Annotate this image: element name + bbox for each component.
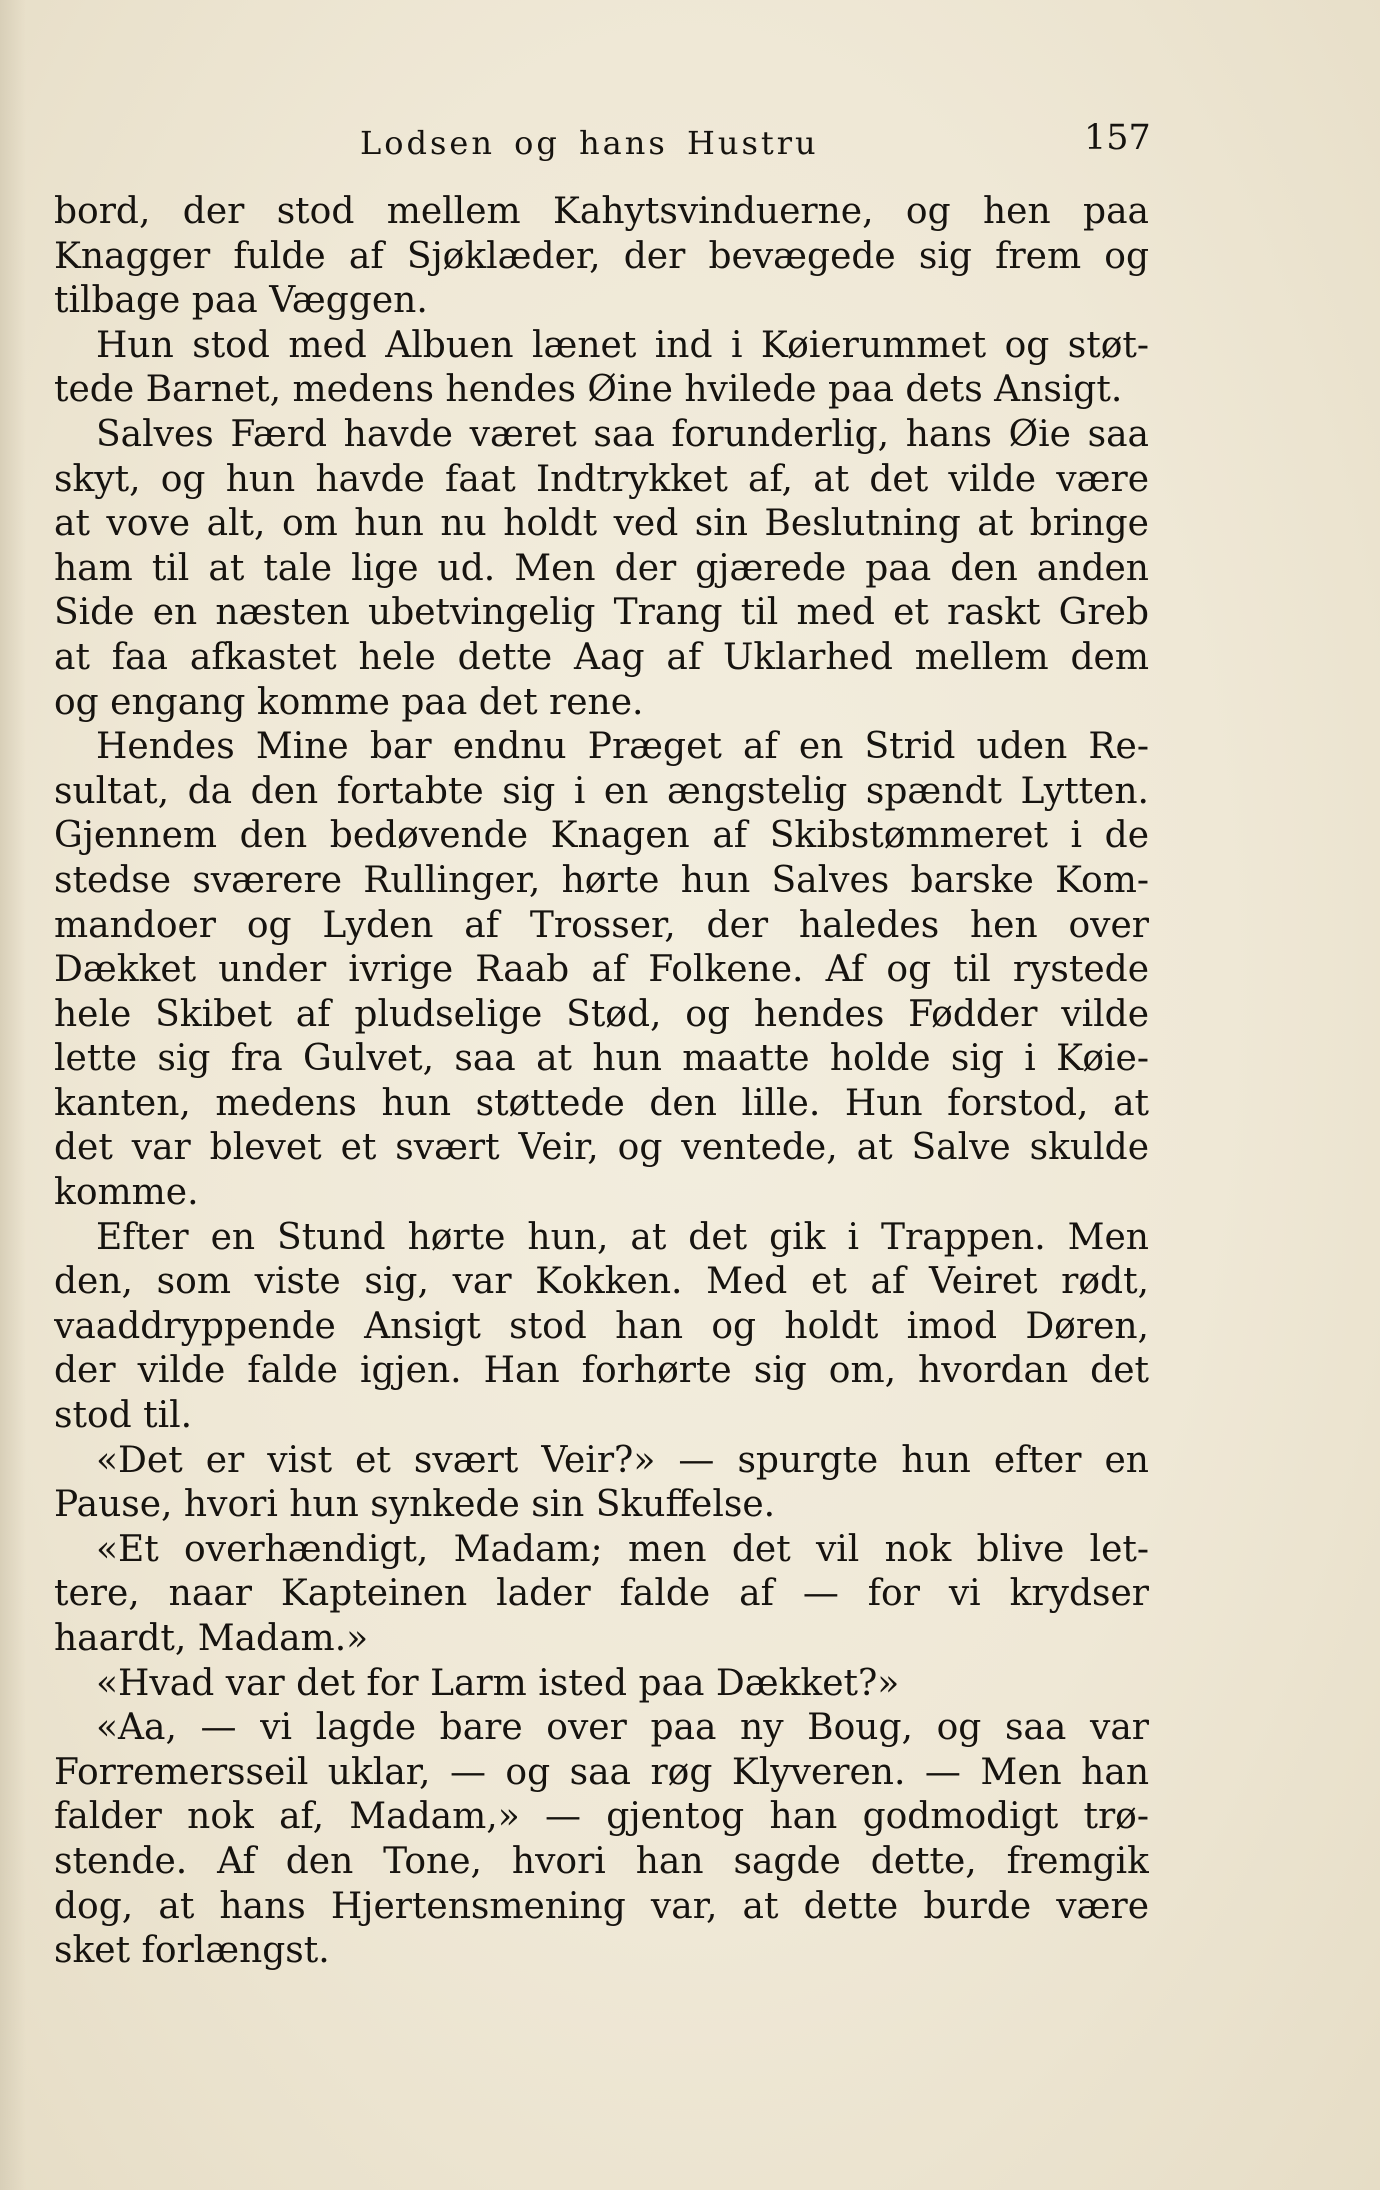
text-line: «Hvad var det for Larm isted paa Dækket?» [96, 1662, 900, 1704]
text-line: sket forlængst. [54, 1930, 330, 1972]
text-line: Hun stod med Albuen lænet ind i Køierummet og støt- [96, 324, 1149, 366]
text-line: mandoer og Lyden af Trosser, der haledes hen over [54, 904, 1149, 946]
text-line: tede Barnet, medens hendes Øine hvilede paa dets Ansigt. [54, 369, 1123, 411]
text-line: det var blevet et svært Veir, og ventede, at Salve skulde [54, 1127, 1149, 1169]
text-line: «Et overhændigt, Madam; men det vil nok blive let- [96, 1528, 1149, 1570]
text-line: Forremersseil uklar, — og saa røg Klyveren. — Men han [54, 1751, 1149, 1793]
text-line: sultat, da den fortabte sig i en ængstelig spændt Lytten. [54, 770, 1149, 812]
text-line: Side en næsten ubetvingelig Trang til med et raskt Greb [54, 592, 1149, 634]
text-line: der vilde falde igjen. Han forhørte sig om, hvordan det [54, 1350, 1149, 1392]
text-line: «Aa, — vi lagde bare over paa ny Boug, og saa var [96, 1707, 1149, 1749]
text-line: Pause, hvori hun synkede sin Skuffelse. [54, 1484, 776, 1526]
text-line: komme. [54, 1172, 199, 1214]
text-line: Salves Færd havde været saa forunderlig, hans Øie saa [96, 413, 1149, 455]
text-line: og engang komme paa det rene. [54, 681, 644, 723]
text-line: at vove alt, om hun nu holdt ved sin Beslutning at bringe [54, 503, 1149, 545]
text-line: den, som viste sig, var Kokken. Med et af Veiret rødt, [54, 1261, 1149, 1303]
text-line: falder nok af, Madam,» — gjentog han godmodigt trø- [54, 1796, 1149, 1838]
spine-shadow [0, 0, 26, 2190]
text-line: skyt, og hun havde faat Indtrykket af, at det vilde være [54, 458, 1149, 500]
text-line: stod til. [54, 1395, 193, 1437]
text-line: Dækket under ivrige Raab af Folkene. Af og til rystede [54, 949, 1149, 991]
running-head [60, 118, 1160, 168]
text-line: at faa afkastet hele dette Aag af Uklarhed mellem dem [54, 636, 1149, 678]
text-line: dog, at hans Hjertensmening var, at dette burde være [54, 1885, 1149, 1927]
text-line: lette sig fra Gulvet, saa at hun maatte holde sig i Køie- [54, 1038, 1149, 1080]
page-number: 157 [1084, 118, 1151, 158]
text-line: stende. Af den Tone, hvori han sagde dette, fremgik [54, 1840, 1149, 1882]
body-text [54, 190, 1149, 1974]
text-line: haardt, Madam.» [54, 1618, 369, 1659]
text-line: «Det er vist et svært Veir?» — spurgte hun efter en [96, 1439, 1149, 1481]
text-line: kanten, medens hun støttede den lille. Hun forstod, at [54, 1082, 1149, 1124]
text-line: Gjennem den bedøvende Knagen af Skibstømmeret i de [54, 815, 1149, 857]
text-line: bord, der stod mellem Kahytsvinduerne, og hen paa [54, 191, 1149, 232]
text-line: tere, naar Kapteinen lader falde af — for vi krydser [54, 1573, 1149, 1615]
text-line: tilbage paa Væggen. [54, 280, 428, 322]
text-line: ham til at tale lige ud. Men der gjærede paa den anden [54, 547, 1149, 589]
running-title: Lodsen og hans Hustru [360, 124, 819, 162]
text-line: Knagger fulde af Sjøklæder, der bevægede sig frem og [54, 235, 1149, 277]
text-line: hele Skibet af pludselige Stød, og hendes Fødder vilde [54, 993, 1149, 1035]
text-line: Hendes Mine bar endnu Præget af en Strid uden Re- [96, 726, 1149, 768]
text-line: stedse sværere Rullinger, hørte hun Salves barske Kom- [54, 859, 1149, 901]
text-line: Efter en Stund hørte hun, at det gik i Trappen. Men [96, 1216, 1149, 1258]
text-line: vaaddryppende Ansigt stod han og holdt imod Døren, [54, 1305, 1149, 1347]
